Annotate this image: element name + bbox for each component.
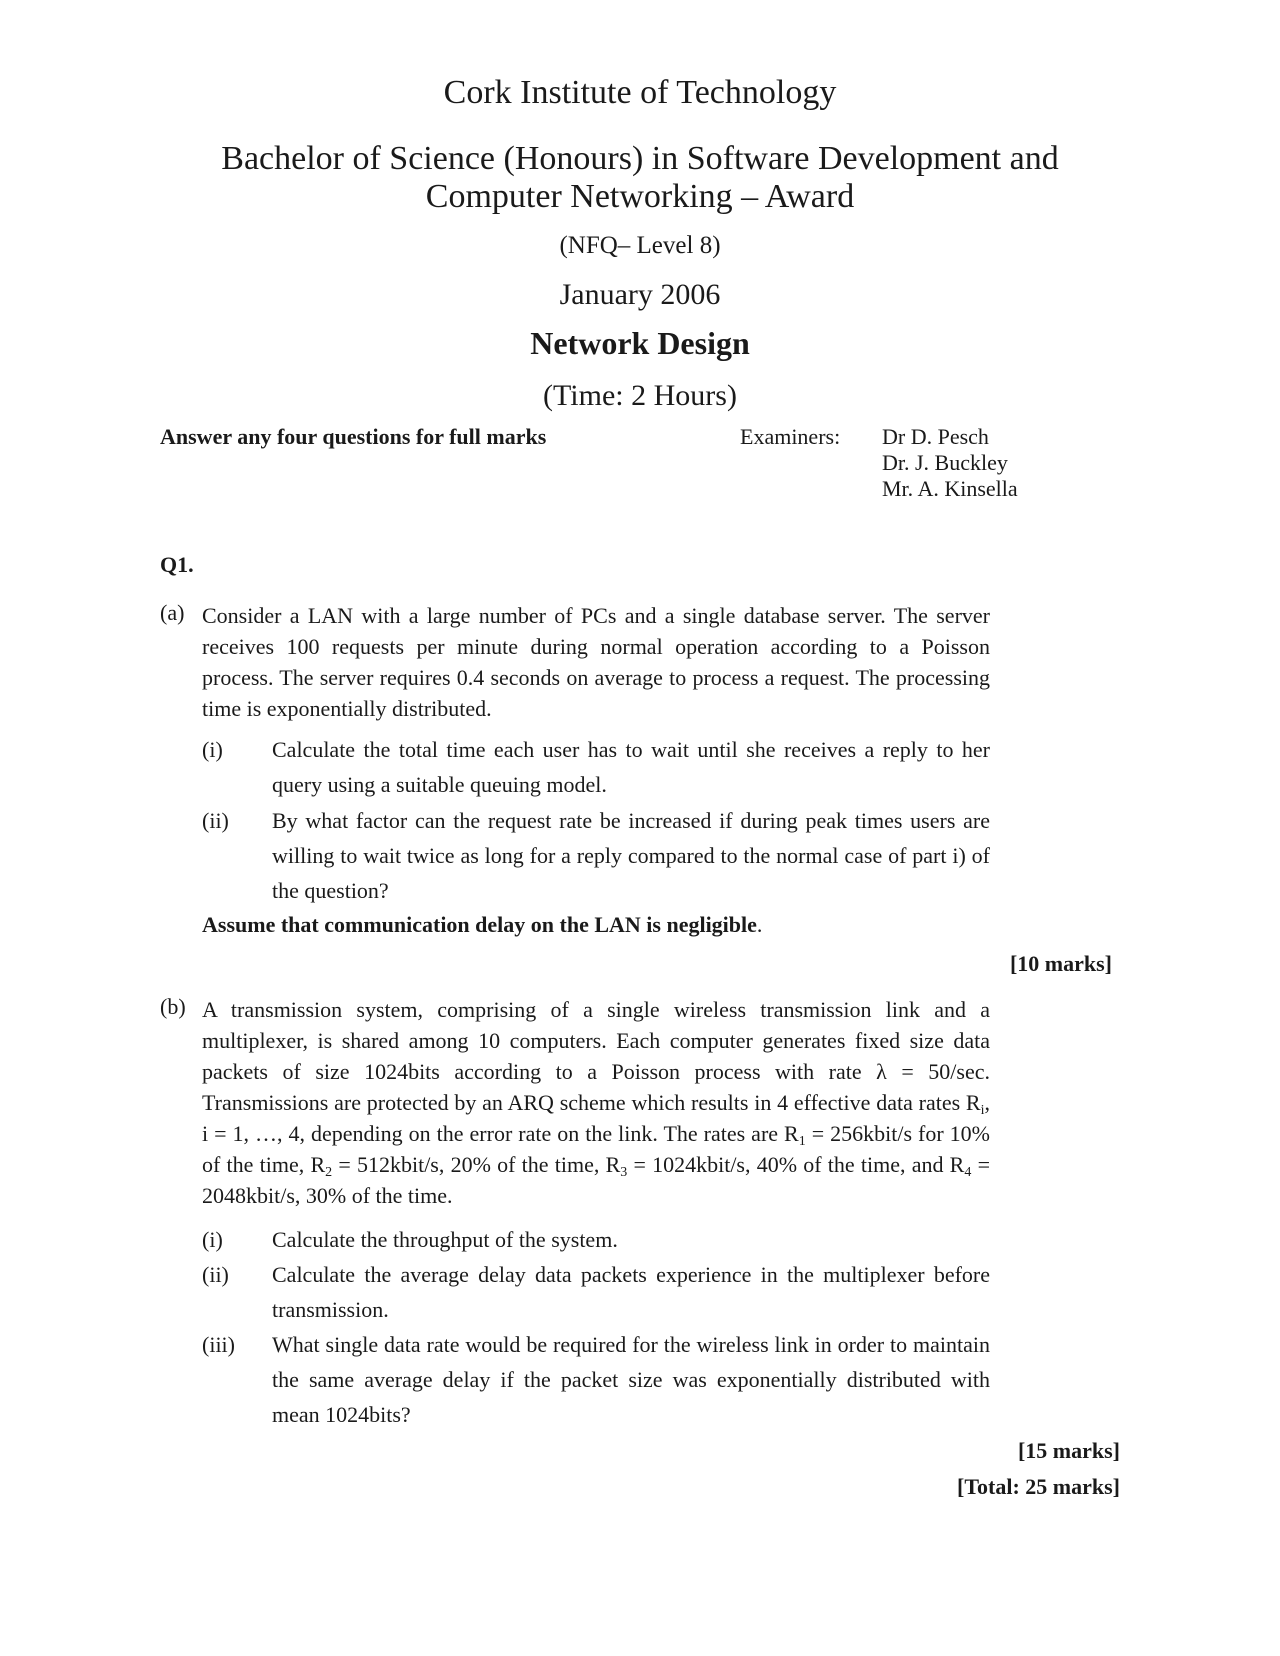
- part-a-ii-label: (ii): [202, 808, 229, 833]
- examiners-label: Examiners:: [740, 424, 841, 449]
- part-a-text: Consider a LAN with a large number of PCs and a single database server. The server receives 100 requests per minute during normal operation according to a Poisson process. The server requires 0.4 seconds on average to process a request. The processing time is exponentially distributed.: [202, 603, 990, 721]
- part-b-text: A transmission system, comprising of a single wireless transmission link and a multiplexer, is shared among 10 computers. Each computer generates fixed size data packets of size 1024bits according to a Poisson process with rate λ = 50/sec. Transmissions are protected by an ARQ scheme which results in 4 effective data rates $R_i$, i = 1, …, 4, depending on the error rate on the link. The rates are $R_1$ = 256kbit/s for 10% of the time, $R_2$ = 512kbit/s, 20% of the time, $R_3$ = 1024kbit/s, 40% of the time, and $R_4$ = 2048kbit/s, 30% of the time.: [202, 997, 990, 1208]
- institution-title: Cork Institute of Technology: [443, 74, 837, 111]
- part-b-iii-label: (iii): [202, 1332, 235, 1357]
- examiner-name: Mr. A. Kinsella: [882, 476, 1018, 501]
- part-a-label: (a): [160, 600, 185, 625]
- instructions: Answer any four questions for full marks: [160, 424, 547, 449]
- part-a-i-label: (i): [202, 737, 223, 762]
- question-label: Q1.: [160, 552, 194, 577]
- assumption-text: Assume that communication delay on the LAN is negligible: [202, 912, 757, 937]
- examiner-name: Dr. J. Buckley: [882, 450, 1008, 475]
- part-a-ii-text: By what factor can the request rate be increased if during peak times users are willing to wait twice as long for a reply compared to the normal case of part i) of the question?: [272, 808, 990, 903]
- exam-duration: (Time: 2 Hours): [543, 379, 737, 412]
- degree-title-line-2: Computer Networking – Award: [425, 178, 855, 215]
- part-b-i-text: Calculate the throughput of the system.: [272, 1227, 618, 1252]
- assumption-period: .: [756, 912, 763, 937]
- exam-date: January 2006: [559, 278, 721, 311]
- assumption-note: [202, 912, 762, 938]
- examiner-name: Dr D. Pesch: [882, 424, 989, 449]
- nfq-level: (NFQ– Level 8): [559, 232, 721, 259]
- subject-title: Network Design: [530, 325, 750, 361]
- part-b-label: (b): [160, 994, 186, 1019]
- part-b-marks: [15 marks]: [1017, 1438, 1120, 1463]
- part-a-marks: [10 marks]: [1009, 951, 1112, 976]
- part-b-ii-text: Calculate the average delay data packets experience in the multiplexer before transmission.: [272, 1262, 990, 1322]
- part-b-i-label: (i): [202, 1227, 223, 1252]
- part-b-iii-text: What single data rate would be required for the wireless link in order to maintain the same average delay if the packet size was exponentially distributed with mean 1024bits?: [272, 1332, 990, 1427]
- part-a-i-text: Calculate the total time each user has to wait until she receives a reply to her query using a suitable queuing model.: [272, 737, 990, 797]
- part-b-ii-label: (ii): [202, 1262, 229, 1287]
- total-marks: [Total: 25 marks]: [957, 1474, 1120, 1499]
- degree-title-line-1: Bachelor of Science (Honours) in Software Development and: [221, 140, 1059, 177]
